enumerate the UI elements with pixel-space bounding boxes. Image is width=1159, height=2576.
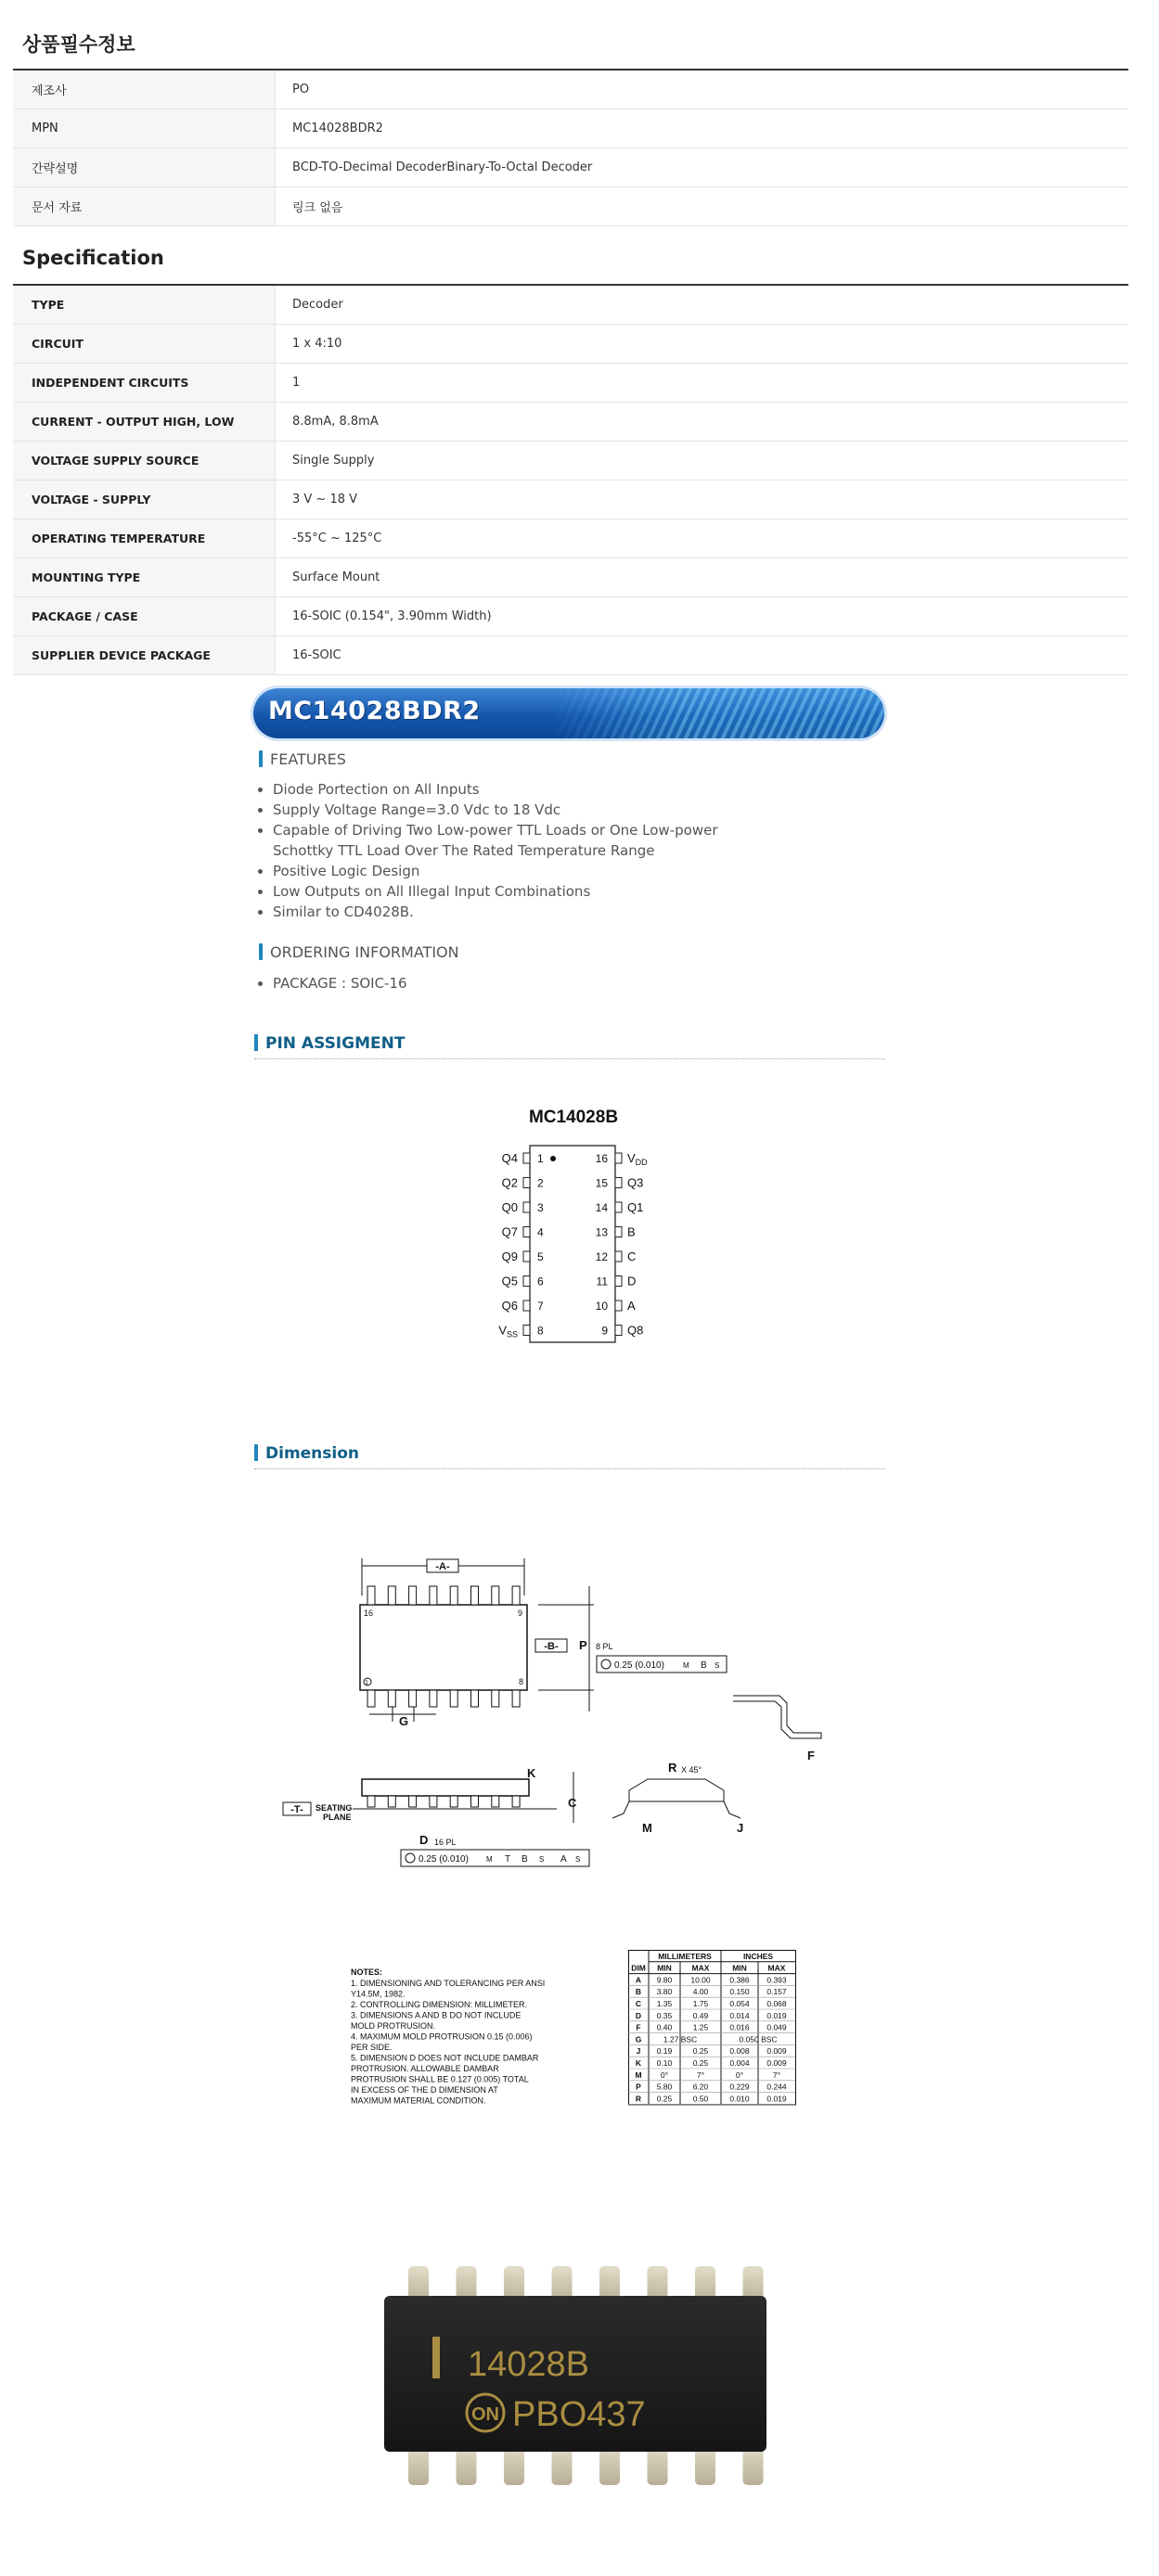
table-row (13, 148, 1128, 187)
pin-stub (523, 1202, 530, 1212)
pin-label: Q3 (627, 1175, 644, 1190)
tol2-b: B (522, 1854, 528, 1865)
pin-stub (615, 1153, 622, 1163)
table-row (13, 70, 1128, 109)
tol2-t: T (505, 1854, 511, 1865)
row-key: 간략설명 (13, 148, 276, 187)
end-view-body (629, 1779, 724, 1801)
pin-stub (523, 1178, 530, 1188)
features-heading-label: FEATURES (270, 750, 346, 768)
row-value: 링크 없음 (276, 187, 1129, 226)
heading-bar-icon (259, 943, 263, 960)
specification-title: Specification (22, 247, 164, 269)
lead (367, 1796, 375, 1807)
table-cell: M (635, 2070, 642, 2080)
row-value: 16-SOIC (276, 636, 1129, 675)
dimension-heading-label: Dimension (265, 1444, 360, 1463)
list-item: • Supply Voltage Range=3.0 Vdc to 18 Vdc (273, 800, 755, 820)
note-line: IN EXCESS OF THE D DIMENSION AT (351, 2085, 498, 2095)
table-cell: 0.35 (656, 2010, 673, 2020)
pin-assignment-heading (254, 1034, 885, 1059)
pin-number: 12 (595, 1250, 608, 1263)
row-key: OPERATING TEMPERATURE (13, 519, 276, 558)
dim-p-label: P (579, 1638, 587, 1652)
pin-stub (523, 1153, 530, 1163)
lead (471, 1690, 479, 1707)
pin-number: 5 (537, 1250, 544, 1263)
heading-bar-icon (259, 750, 263, 767)
chip-marking-1: 14028B (468, 2345, 590, 2384)
pin-diagram (464, 1099, 687, 1350)
pin-number: 8 (537, 1324, 544, 1338)
pin-label: Q5 (501, 1274, 518, 1288)
product-banner (253, 688, 884, 738)
table-cell: 0.049 (766, 2022, 787, 2032)
ordering-heading-label: ORDERING INFORMATION (270, 943, 459, 961)
lead (409, 1690, 417, 1707)
ordering-heading (259, 943, 459, 961)
column-header: MIN (657, 1963, 672, 1973)
pin-stub (523, 1326, 530, 1336)
row-value: 3 V ~ 18 V (276, 481, 1129, 519)
lead (388, 1796, 395, 1807)
row-key: INDEPENDENT CIRCUITS (13, 364, 276, 403)
table-cell: 7° (772, 2070, 781, 2080)
dim-p-note: 8 PL (596, 1642, 613, 1651)
table-row (13, 558, 1128, 597)
pin-label: $V_{SS}$ (498, 1323, 518, 1339)
table-cell: 0.010 (729, 2094, 750, 2104)
table-cell: F (636, 2022, 641, 2032)
table-cell: 1.35 (656, 1999, 673, 2008)
pin-stub (615, 1227, 622, 1237)
table-cell: 0.10 (656, 2058, 673, 2068)
table-cell: 0.150 (729, 1987, 750, 1997)
column-header: DIM (631, 1963, 646, 1973)
pin-number: 4 (537, 1225, 544, 1239)
dim-k-label: K (527, 1766, 536, 1780)
table-cell: K (635, 2058, 642, 2068)
tol1-value: 0.25 (0.010) (614, 1660, 664, 1671)
note-line: Y14.5M, 1982. (351, 1989, 406, 1999)
lead (512, 1796, 520, 1807)
lead (367, 1690, 375, 1707)
pin-number: 14 (595, 1201, 608, 1214)
heading-bar-icon (254, 1034, 258, 1051)
pin-number: 10 (595, 1300, 608, 1313)
pin-label: Q9 (501, 1250, 518, 1263)
note-line: 3. DIMENSIONS A AND B DO NOT INCLUDE (351, 2010, 522, 2020)
dim-r-note: X 45° (681, 1765, 702, 1775)
list-item: • Capable of Driving Two Low-power TTL Loads or One Low-power Schottky TTL Load Over The Rated Temperature Range (273, 820, 755, 861)
lead (492, 1690, 499, 1707)
table-cell: 0.25 (692, 2046, 709, 2057)
table-cell: 0.49 (692, 2010, 709, 2020)
table-cell: 10.00 (690, 1975, 711, 1985)
tol2-a: A (560, 1854, 567, 1865)
table-cell: 7° (696, 2070, 705, 2080)
table-cell: 0° (735, 2070, 744, 2080)
table-cell: 0.054 (729, 1999, 750, 2008)
pin1-dot (550, 1156, 556, 1161)
dim-t-label: -T- (290, 1804, 303, 1815)
note-line: PROTRUSION SHALL BE 0.127 (0.005) TOTAL (351, 2074, 529, 2084)
note-line: 5. DIMENSION D DOES NOT INCLUDE DAMBAR (351, 2053, 539, 2063)
row-key: PACKAGE / CASE (13, 597, 276, 636)
table-cell: A (635, 1975, 642, 1985)
dim-c-label: C (568, 1796, 577, 1810)
row-value: Surface Mount (276, 558, 1129, 597)
dim-m-label: M (642, 1821, 652, 1835)
pin-stub (523, 1251, 530, 1262)
pin-number: 15 (595, 1176, 608, 1190)
lead (409, 1796, 417, 1807)
note-line: MOLD PROTRUSION. (351, 2021, 436, 2031)
lead-profile (733, 1696, 821, 1738)
table-row (13, 442, 1128, 481)
lead (492, 1796, 499, 1807)
row-key: TYPE (13, 285, 276, 325)
chip-name: MC14028B (528, 1108, 619, 1127)
pin-stub (615, 1301, 622, 1311)
lead (492, 1586, 499, 1605)
table-row (13, 481, 1128, 519)
row-key: CIRCUIT (13, 325, 276, 364)
pin-label: Q7 (501, 1224, 518, 1239)
row-key: MPN (13, 109, 276, 148)
package-top-body (360, 1605, 527, 1690)
pin-label: Q1 (627, 1200, 644, 1214)
note-line: MAXIMUM MATERIAL CONDITION. (351, 2095, 486, 2106)
chip-marking-2: PBO437 (512, 2395, 646, 2434)
table-cell: 0.019 (766, 2094, 787, 2104)
row-value: 1 x 4:10 (276, 325, 1129, 364)
dim-d-label: D (419, 1833, 429, 1847)
pin-number: 1 (537, 1152, 544, 1165)
row-key: VOLTAGE SUPPLY SOURCE (13, 442, 276, 481)
lead (450, 1586, 457, 1605)
pin-stub (615, 1202, 622, 1212)
pin-stub (615, 1251, 622, 1262)
table-cell: 0.19 (656, 2046, 673, 2057)
table-row (13, 285, 1128, 325)
list-item: • PACKAGE : SOIC-16 (273, 973, 755, 993)
table-cell: J (636, 2046, 641, 2057)
pin-label: C (627, 1250, 637, 1263)
chip-photo (371, 2259, 779, 2509)
row-key: CURRENT - OUTPUT HIGH, LOW (13, 403, 276, 442)
table-cell: 0.229 (729, 2082, 750, 2092)
required-info-table (13, 69, 1128, 226)
row-key: VOLTAGE - SUPPLY (13, 481, 276, 519)
pin-stub (615, 1178, 622, 1188)
pin-number: 7 (537, 1300, 544, 1313)
row-value: Single Supply (276, 442, 1129, 481)
table-cell: 0.009 (766, 2046, 787, 2057)
table-cell: 0.393 (766, 1975, 787, 1985)
table-cell: C (635, 1999, 642, 2008)
list-item: • Positive Logic Design (273, 861, 755, 881)
lead (430, 1796, 437, 1807)
list-item: • Diode Portection on All Inputs (273, 779, 755, 800)
table-cell: 3.80 (656, 1987, 673, 1997)
dim-r-label: R (668, 1761, 677, 1775)
table-cell: 0.050 BSC (739, 2034, 778, 2044)
pin-stub (615, 1276, 622, 1287)
dim-d-note: 16 PL (434, 1838, 457, 1847)
row-key: SUPPLIER DEVICE PACKAGE (13, 636, 276, 675)
table-row (13, 109, 1128, 148)
row-value: MC14028BDR2 (276, 109, 1129, 148)
table-cell: 0.008 (729, 2046, 750, 2057)
pin-number: 9 (601, 1324, 608, 1338)
note-line: PROTRUSION. ALLOWABLE DAMBAR (351, 2064, 499, 2073)
end-view-leads (612, 1801, 740, 1818)
group-mm: MILLIMETERS (658, 1952, 712, 1961)
pin-label: D (627, 1274, 637, 1288)
pin1-label: 1 (365, 1680, 368, 1686)
list-item: • Similar to CD4028B. (273, 902, 755, 922)
column-header: MAX (691, 1963, 710, 1973)
chip-bar-mark (432, 2337, 440, 2378)
dim-j-label: J (737, 1821, 744, 1835)
pin-stub (523, 1227, 530, 1237)
note-line: 4. MAXIMUM MOLD PROTRUSION 0.15 (0.006) (351, 2031, 533, 2042)
table-row (13, 597, 1128, 636)
table-cell: 1.25 (692, 2022, 709, 2032)
pin-number: 3 (537, 1201, 544, 1214)
table-cell: 0° (660, 2070, 669, 2080)
banner-stripes (550, 688, 884, 738)
column-header: MAX (767, 1963, 786, 1973)
table-cell: D (635, 2010, 642, 2020)
pin-number: 16 (595, 1152, 608, 1165)
note-line: 1. DIMENSIONING AND TOLERANCING PER ANSI (351, 1979, 546, 1988)
tol2-s1: S (539, 1855, 545, 1864)
table-row (13, 403, 1128, 442)
on-logo-text: ON (471, 2404, 499, 2425)
table-cell: 0.25 (692, 2058, 709, 2068)
row-key: 제조사 (13, 70, 276, 109)
table-cell: 0.004 (729, 2058, 750, 2068)
notes-block (347, 1964, 625, 2121)
row-value: 1 (276, 364, 1129, 403)
pin-label: A (627, 1299, 636, 1313)
pin-number: 2 (537, 1176, 544, 1190)
lead (409, 1586, 417, 1605)
table-cell: G (635, 2034, 642, 2044)
table-cell: 0.386 (729, 1975, 750, 1985)
table-cell: 1.27 BSC (663, 2034, 698, 2044)
pin16-label: 16 (364, 1608, 374, 1618)
pin-label: Q2 (501, 1175, 518, 1190)
table-cell: 1.75 (692, 1999, 709, 2008)
lead (388, 1690, 395, 1707)
table-cell: 0.014 (729, 2010, 750, 2020)
notes-title: NOTES: (351, 1967, 383, 1977)
dim-a-label: -A- (435, 1561, 450, 1572)
pin8-label: 8 (519, 1677, 524, 1686)
table-cell: 0.50 (692, 2094, 709, 2104)
pin-assignment-heading-label: PIN ASSIGMENT (265, 1034, 406, 1053)
pin-number: 11 (596, 1275, 608, 1288)
ordering-list (252, 973, 755, 993)
lead (512, 1690, 520, 1707)
note-line: PER SIDE. (351, 2043, 393, 2052)
tol2-s2: S (575, 1855, 581, 1864)
row-value: 8.8mA, 8.8mA (276, 403, 1129, 442)
lead (471, 1586, 479, 1605)
row-value: BCD-TO-Decimal DecoderBinary-To-Octal Decoder (276, 148, 1129, 187)
tol2-m: M (486, 1855, 493, 1864)
dim-f-label: F (807, 1749, 815, 1762)
seating-label-1: SEATING (316, 1803, 353, 1813)
row-value: Decoder (276, 285, 1129, 325)
pin-label: Q4 (501, 1151, 518, 1165)
pin-label: B (627, 1224, 636, 1239)
table-row (13, 364, 1128, 403)
column-header: MIN (732, 1963, 747, 1973)
required-info-title: 상품필수정보 (22, 33, 135, 56)
table-cell: 0.068 (766, 1999, 787, 2008)
dim-table-body (628, 1950, 796, 2105)
table-cell: 0.019 (766, 2010, 787, 2020)
table-cell: 9.80 (656, 1975, 673, 1985)
lead (471, 1796, 479, 1807)
row-key: 문서 자료 (13, 187, 276, 226)
pin-label: $V_{DD}$ (627, 1151, 648, 1167)
row-value: PO (276, 70, 1129, 109)
table-cell: 0.25 (656, 2094, 673, 2104)
features-heading (259, 750, 346, 768)
table-cell: 0.016 (729, 2022, 750, 2032)
dimension-heading (254, 1444, 885, 1469)
table-cell: 0.244 (766, 2082, 787, 2092)
banner-title: MC14028BDR2 (268, 697, 481, 725)
side-leads (367, 1796, 520, 1807)
row-value: 16-SOIC (0.154", 3.90mm Width) (276, 597, 1129, 636)
note-line: 2. CONTROLLING DIMENSION: MILLIMETER. (351, 2000, 528, 2009)
lead (450, 1690, 457, 1707)
list-item: • Low Outputs on All Illegal Input Combinations (273, 881, 755, 902)
pin-number: 13 (595, 1225, 608, 1239)
table-cell: 0.157 (766, 1987, 787, 1997)
dimension-table (628, 1950, 800, 2115)
table-cell: P (636, 2082, 641, 2092)
table-row (13, 519, 1128, 558)
notes-lines (351, 1979, 545, 2106)
pin-number: 6 (537, 1275, 544, 1288)
lead (450, 1796, 457, 1807)
table-cell: B (635, 1987, 642, 1997)
features-list (252, 779, 755, 922)
table-cell: 0.009 (766, 2058, 787, 2068)
pin-stub (615, 1326, 622, 1336)
lead (512, 1586, 520, 1605)
seating-label-2: PLANE (323, 1813, 352, 1822)
table-cell: 5.80 (656, 2082, 673, 2092)
tol2-value: 0.25 (0.010) (419, 1854, 469, 1865)
table-row (13, 187, 1128, 226)
tol1-m: M (683, 1661, 689, 1670)
table-cell: 6.20 (692, 2082, 709, 2092)
package-drawing (278, 1540, 854, 1902)
package-side-body (362, 1779, 529, 1796)
pin-label: Q0 (501, 1200, 518, 1214)
dim-g-label: G (399, 1714, 409, 1728)
tol1-s: S (715, 1661, 720, 1670)
dim-b-label: -B- (544, 1641, 559, 1652)
row-value: -55°C ~ 125°C (276, 519, 1129, 558)
pin-label: Q8 (627, 1323, 644, 1338)
lead (430, 1690, 437, 1707)
pin-stub (523, 1301, 530, 1311)
specification-table (13, 284, 1128, 675)
pin-stub (523, 1276, 530, 1287)
pin-label: Q6 (501, 1299, 518, 1313)
table-cell: R (635, 2094, 642, 2104)
lead (430, 1586, 437, 1605)
table-cell: 0.40 (656, 2022, 673, 2032)
table-row (13, 325, 1128, 364)
group-in: INCHES (742, 1952, 774, 1961)
table-row (13, 636, 1128, 675)
heading-bar-icon (254, 1444, 258, 1461)
pin9-label: 9 (518, 1608, 523, 1618)
lead (367, 1586, 375, 1605)
ic-body (530, 1146, 615, 1342)
lead (388, 1586, 395, 1605)
table-cell: 4.00 (692, 1987, 709, 1997)
tol1-b: B (701, 1660, 707, 1671)
row-key: MOUNTING TYPE (13, 558, 276, 597)
